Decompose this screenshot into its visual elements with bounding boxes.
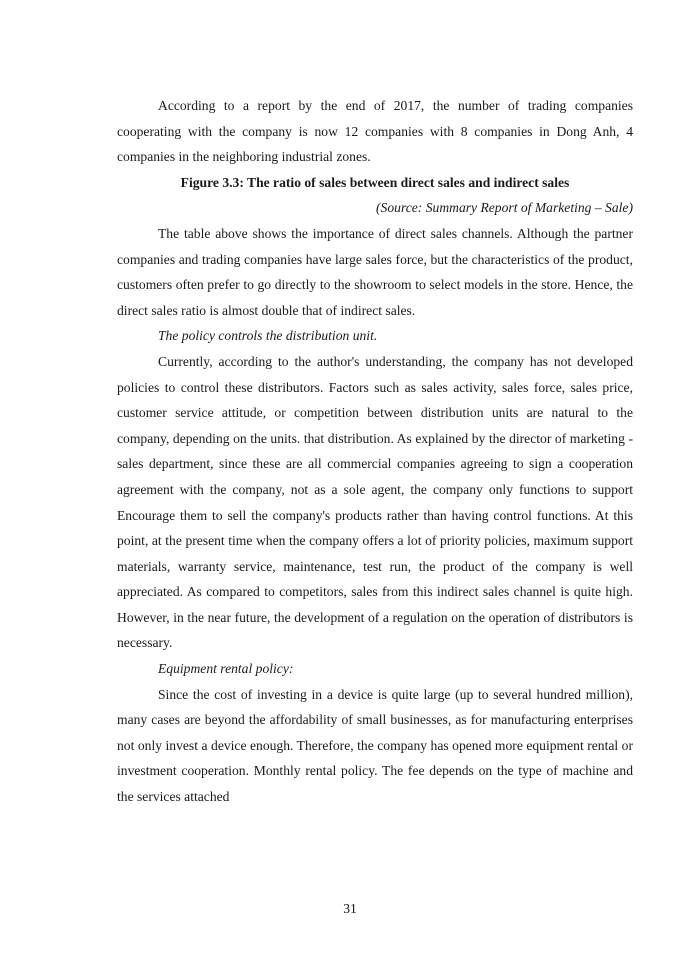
subheading-rental-policy: Equipment rental policy: [158,661,294,677]
paragraph-rental: Since the cost of investing in a device is quite large (up to several hundred million), many cases are beyond the affordability of small businesses, as for manufacturing enterprises not only invest a device enough. Therefore, the company has opened more equipment rental or investment cooperation. Monthly rental policy. The fee depends on the type of machine and the services attached [117,686,633,805]
figure-caption: Figure 3.3: The ratio of sales between direct sales and indirect sales [180,174,570,190]
paragraph-trading-companies: According to a report by the end of 2017, the number of trading companies cooperating with the company is now 12 companies with 8 companies in Dong Anh, 4 companies in the neighboring industrial zones. [117,98,633,165]
figure-source: (Source: Summary Report of Marketing – Sale) [376,200,633,216]
paragraph-direct-sales: The table above shows the importance of direct sales channels. Although the partner companies and trading companies have large sales force, but the characteristics of the product, customers often prefer to go directly to the showroom to select models in the store. Hence, the direct sales ratio is almost double that of indirect sales. [117,225,633,318]
page-body [117,93,633,810]
subheading-distribution-policy: The policy controls the distribution unit. [158,328,378,344]
paragraph-distribution-control: Currently, according to the author's understanding, the company has not developed policies to control these distributors. Factors such as sales activity, sales force, sales price, customer service attitude, or competition between distribution units are natural to the company, depending on the units. that distribution. As explained by the director of marketing - sales department, since these are all commercial companies agreeing to sign a cooperation agreement with the company, not as a sole agent, the company only functions to support Encourage them to sell the company's products rather than having control functions. At this point, at the present time when the company offers a lot of priority policies, maximum support materials, warranty service, maintenance, test run, the product of the company is well appreciated. As compared to competitors, sales from this indirect sales channel is quite high. However, in the near future, the development of a regulation on the operation of distributors is necessary. [117,353,633,651]
page-number: 31 [343,901,357,916]
